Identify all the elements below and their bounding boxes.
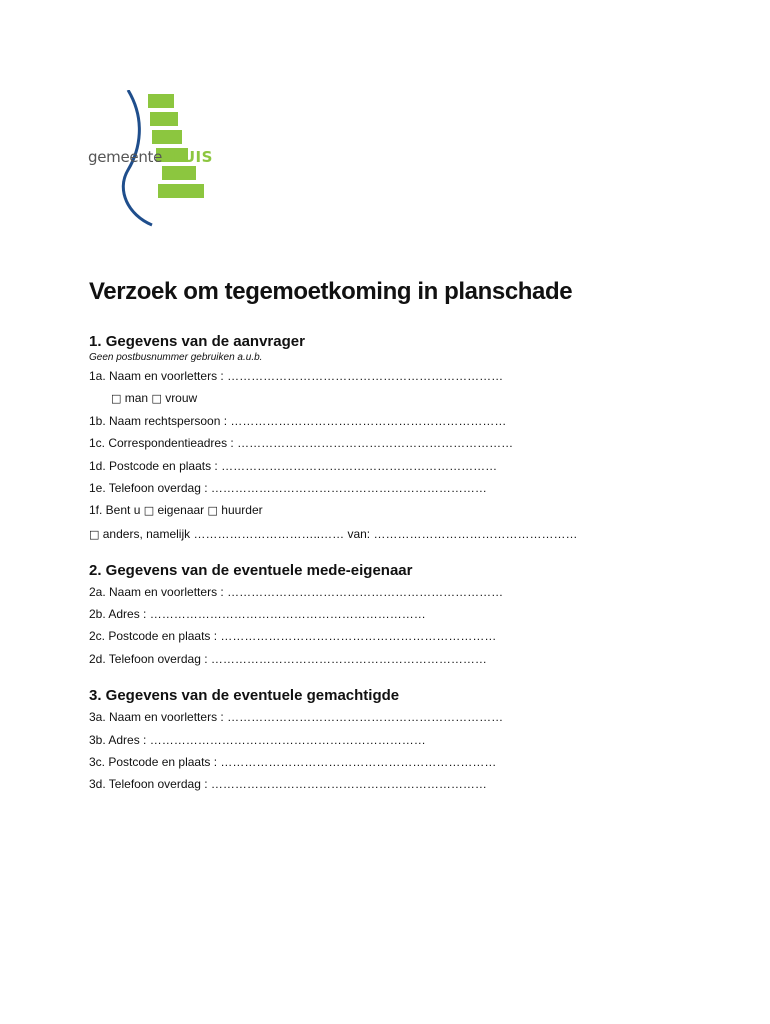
logo-bar xyxy=(162,166,196,180)
field-1e-telefoon[interactable]: 1e. Telefoon overdag : …………………………………………………………… xyxy=(89,481,487,495)
section-1-note: Geen postbusnummer gebruiken a.u.b. xyxy=(89,352,263,363)
field-2b-adres[interactable]: 2b. Adres : …………………………………………………………… xyxy=(89,607,426,621)
field-2c-postcode-plaats[interactable]: 2c. Postcode en plaats : …………………………………………………………… xyxy=(89,629,497,643)
field-1c-correspondentieadres[interactable]: 1c. Correspondentieadres : …………………………………………………………… xyxy=(89,436,514,450)
field-1a-naam[interactable]: 1a. Naam en voorletters : …………………………………………………………… xyxy=(89,369,504,383)
logo-wordmark xyxy=(88,148,213,166)
logo-bar xyxy=(152,130,182,144)
checkbox-vrouw-label: vrouw xyxy=(165,391,198,405)
field-3c-postcode-plaats[interactable]: 3c. Postcode en plaats : …………………………………………………………… xyxy=(89,755,497,769)
checkbox-eigenaar-label: eigenaar xyxy=(157,503,205,517)
logo-bar xyxy=(158,184,204,198)
logo-text-sluis: SLUIS xyxy=(162,148,213,166)
checkbox-huurder-label: huurder xyxy=(221,503,263,517)
gender-options xyxy=(111,391,197,405)
field-3b-adres[interactable]: 3b. Adres : …………………………………………………………… xyxy=(89,733,426,747)
checkbox-eigenaar[interactable]: □ xyxy=(143,504,155,517)
section-1-title: Gegevens van de aanvrager xyxy=(105,333,305,350)
checkbox-vrouw[interactable]: □ xyxy=(151,392,162,405)
field-1f-anders xyxy=(89,527,577,541)
field-1b-rechtspersoon[interactable]: 1b. Naam rechtspersoon : …………………………………………………………… xyxy=(89,414,507,428)
gemeente-sluis-logo xyxy=(88,90,213,230)
field-1f-label: 1f. Bent u xyxy=(89,503,141,517)
logo-text-gemeente: gemeente xyxy=(88,148,163,166)
checkbox-huurder[interactable]: □ xyxy=(207,504,218,517)
field-2a-naam[interactable]: 2a. Naam en voorletters : …………………………………………………………… xyxy=(89,585,504,599)
section-3-heading: 3. Gegevens van de eventuele gemachtigde xyxy=(89,687,400,704)
checkbox-anders[interactable]: □ xyxy=(89,528,100,541)
logo-bar xyxy=(148,94,174,108)
section-2-heading: 2. Gegevens van de eventuele mede-eigenaar xyxy=(89,562,413,579)
checkbox-man[interactable]: □ xyxy=(111,392,122,405)
field-3d-telefoon[interactable]: 3d. Telefoon overdag : …………………………………………………………… xyxy=(89,777,487,791)
field-1f-bent-u xyxy=(89,503,263,517)
field-3a-naam[interactable]: 3a. Naam en voorletters : …………………………………………………………… xyxy=(89,710,504,724)
checkbox-man-label: man xyxy=(124,391,149,405)
logo-bar xyxy=(150,112,178,126)
section-1-heading xyxy=(89,333,305,350)
field-1d-postcode-plaats[interactable]: 1d. Postcode en plaats : …………………………………………………………… xyxy=(89,459,498,473)
field-anders-text[interactable]: anders, namelijk …………………………..…… van: …………………………………………… xyxy=(102,527,578,541)
section-1-number: 1. xyxy=(89,333,102,350)
page-title: Verzoek om tegemoetkoming in planschade xyxy=(89,278,573,305)
field-2d-telefoon[interactable]: 2d. Telefoon overdag : …………………………………………………………… xyxy=(89,652,487,666)
